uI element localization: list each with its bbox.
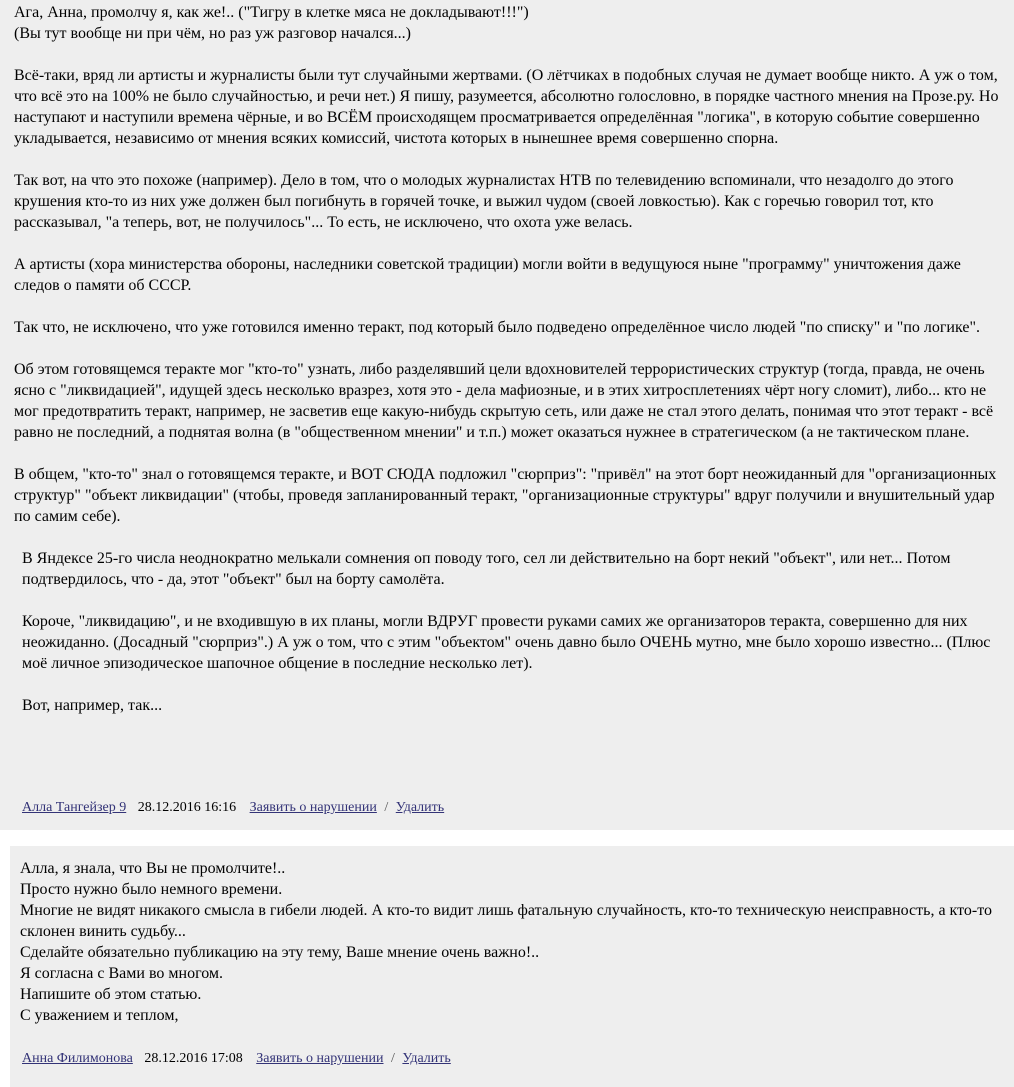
comment-line: Алла, я знала, что Вы не промолчите!.. xyxy=(20,860,286,877)
comment-paragraph xyxy=(14,170,1004,233)
comment-line: Просто нужно было немного времени. xyxy=(20,881,283,898)
comment-line: В общем, "кто-то" знал о готовящемся теракте, и ВОТ СЮДА подложил "сюрприз": "привёл" на этот борт неожиданный для "организационных структур" "объект ликвидации" (чтобы, проведя запланированный теракт, "организационные структуры" вдруг получили и внушительный удар по самим себе). xyxy=(14,466,997,525)
comment-signature xyxy=(22,799,444,817)
comment-paragraph xyxy=(22,548,1004,590)
author-link[interactable]: Алла Тангейзер 9 xyxy=(22,800,127,815)
comment-paragraph xyxy=(14,359,1004,443)
report-violation-link[interactable]: Заявить о нарушении xyxy=(249,800,377,815)
comment-signature xyxy=(22,1050,451,1068)
comment-paragraph xyxy=(14,317,1004,338)
comment-date: 28.12.2016 16:16 xyxy=(137,800,237,815)
comment-line: Всё-таки, вряд ли артисты и журналисты были тут случайными жертвами. (О лётчиках в подобных случая не думает вообще никто. А уж о том, что всё это на 100% не было случайностью, и речи нет.) Я пишу, разумеется, абсолютно голословно, в порядке частного мнения на Прозе.ру. Но наступают и наступили времена чёрные, и во ВСЁМ происходящем просматривается определённая "логика", в которую событие совершенно укладывается, независимо от мнения всяких комиссий, чистота которых в нынешнее время совершенно спорна. xyxy=(14,67,999,147)
comment-paragraph xyxy=(14,65,1004,149)
comment-line: Об этом готовящемся теракте мог "кто-то" узнать, либо разделявший цели вдохновителей террористических структур (тогда, правда, не очень ясно с "ликвидацией", идущей здесь несколько вразрез, хотя это - дела мафиозные, и в этих хитросплетениях чёрт ногу сломит), либо... кто не мог предотвратить теракт, например, не засветив еще какую-нибудь скрытую сеть, или даже не стал этого делать, понимая что этот теракт - всё равно не последний, а поднятая волна (в "общественном мнении" и т.п.) может оказаться нужнее в стратегическом (а не тактическом плане. xyxy=(14,361,994,441)
link-separator: / xyxy=(391,1051,395,1066)
comment-paragraph xyxy=(22,695,1004,716)
comment-paragraph xyxy=(14,2,1004,44)
report-violation-link[interactable]: Заявить о нарушении xyxy=(256,1051,384,1066)
comment-line: В Яндексе 25-го числа неоднократно мелькали сомнения оп поводу того, сел ли действительно на борт некий "объект", или нет... Потом подтвердилось, что - да, этот "объект" был на борту самолёта. xyxy=(22,550,951,588)
comment-line: (Вы тут вообще ни при чём, но раз уж разговор начался...) xyxy=(14,25,411,42)
comment-paragraph xyxy=(14,464,1004,527)
comment-date: 28.12.2016 17:08 xyxy=(144,1051,243,1066)
comment-line: Вот, например, так... xyxy=(22,697,163,714)
delete-link[interactable]: Удалить xyxy=(395,800,445,815)
comment-paragraph xyxy=(22,611,1004,674)
comment-line: Ага, Анна, промолчу я, как же!.. ("Тигру в клетке мяса не докладывают!!!") xyxy=(14,4,529,21)
comment-line: А артисты (хора министерства обороны, наследники советской традиции) могли войти в ведущуюся ныне "программу" уничтожения даже следов о памяти об СССР. xyxy=(14,256,961,294)
comment-line: Я согласна с Вами во многом. xyxy=(20,965,224,982)
author-link[interactable]: Анна Филимонова xyxy=(22,1051,133,1066)
delete-link[interactable]: Удалить xyxy=(402,1051,451,1066)
comment-line: Так что, не исключено, что уже готовился именно теракт, под который было подведено определённое число людей "по списку" и "по логике". xyxy=(14,319,980,336)
comment-line: Напишите об этом статью. xyxy=(20,986,202,1003)
comment-reply-anna xyxy=(10,846,1014,1087)
comment-line: С уважением и теплом, xyxy=(20,1007,179,1024)
comment-line: Короче, "ликвидацию", и не входившую в их планы, могли ВДРУГ провести руками самих же организаторов теракта, совершенно для них неожиданно. (Досадный "сюрприз".) А уж о том, что с этим "объектом" очень давно было ОЧЕНЬ мутно, мне было хорошо известно... (Плюс моё личное эпизодическое шапочное общение в последние несколько лет). xyxy=(22,613,991,672)
comment-line: Многие не видят никакого смысла в гибели людей. А кто-то видит лишь фатальную случайность, кто-то техническую неисправность, а кто-то склонен винить судьбу... xyxy=(20,902,992,940)
comment-paragraph xyxy=(14,254,1004,296)
link-separator: / xyxy=(384,800,389,815)
comment-line: Так вот, на что это похоже (например). Дело в том, что о молодых журналистах НТВ по телевидению вспоминали, что незадолго до этого крушения кто-то из них уже должен был погибнуть в горячей точке, и выжил чудом (своей ловкостью). Как с горечью говорил тот, кто рассказывал, "а теперь, вот, не получилось"... То есть, не исключено, что охота уже велась. xyxy=(14,172,954,231)
comment-line: Сделайте обязательно публикацию на эту тему, Ваше мнение очень важно!.. xyxy=(20,944,540,961)
